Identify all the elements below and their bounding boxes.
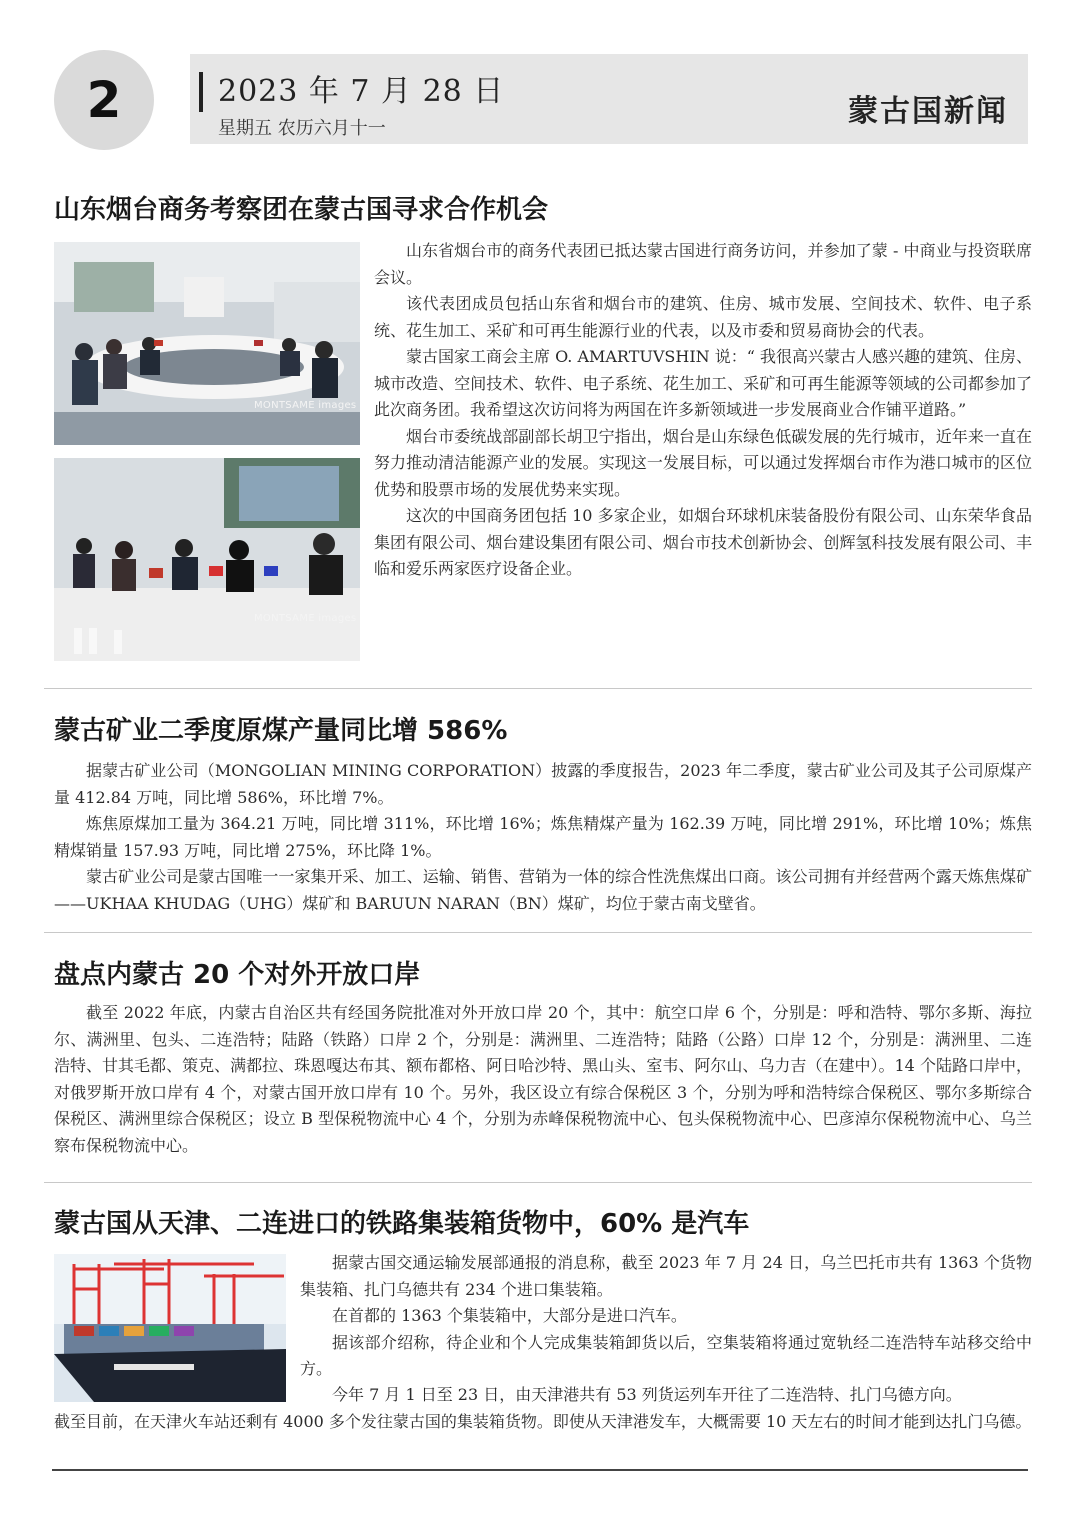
paragraph: 该代表团成员包括山东省和烟台市的建筑、住房、城市发展、空间技术、软件、电子系统、花生加工、采矿和可再生能源行业的代表，以及市委和贸易商协会的代表。 (374, 294, 1032, 340)
paragraph: 今年 7 月 1 日至 23 日，由天津港共有 53 列货运列车开往了二连浩特、扎门乌德方向。 (332, 1385, 962, 1404)
photo-watermark: MONTSAME images (254, 613, 357, 624)
meeting-photo-2 (54, 458, 360, 661)
paragraph: 烟台市委统战部副部长胡卫宁指出，烟台是山东绿色低碳发展的先行城市，近年来一直在努力推动清洁能源产业的发展。实现这一发展目标，可以通过发挥烟台市作为港口城市的区位优势和股票市场的发展优势来实现。 (374, 426, 1032, 499)
port-photo (54, 1254, 286, 1402)
paragraph: 山东省烟台市的商务代表团已抵达蒙古国进行商务访问，并参加了蒙 - 中商业与投资联席会议。 (374, 241, 1032, 287)
paragraph: 据蒙古国交通运输发展部通报的消息称，截至 2023 年 7 月 24 日，乌兰巴托市共有 1363 个货物集装箱、扎门乌德共有 234 个进口集装箱。 (300, 1253, 1032, 1299)
article-4-headline: 蒙古国从天津、二连进口的铁路集装箱货物中，60% 是汽车 (54, 1209, 750, 1239)
article-3-headline: 盘点内蒙古 20 个对外开放口岸 (54, 960, 421, 990)
paragraph: 截至 2022 年底，内蒙古自治区共有经国务院批准对外开放口岸 20 个，其中：航空口岸 6 个，分别是：呼和浩特、鄂尔多斯、海拉尔、满洲里、包头、二连浩特；陆路（铁路）口岸 2 个，分别是：满洲里、二连浩特；陆路（公路）口岸 12 个，分别是：满洲里、二连浩特、甘其毛都、策克、满都拉、珠恩嘎达布其、额布都格、阿日哈沙特、黑山头、室韦、阿尔山、乌力吉（在建中）。14 个陆路口岸中，对俄罗斯开放口岸有 4 个，对蒙古国开放口岸有 10 个。另外，我区设立有综合保税区 3 个，分别为呼和浩特综合保税区、鄂尔多斯综合保税区、满洲里综合保税区；设立 B 型保税物流中心 4 个，分别为赤峰保税物流中心、包头保税物流中心、巴彦淖尔保税物流中心、乌兰察布保税物流中心。 (54, 1003, 1032, 1155)
section-divider (44, 1182, 1032, 1183)
article-2-headline: 蒙古矿业二季度原煤产量同比增 586% (54, 716, 508, 746)
article-2-body (54, 758, 1032, 917)
photo-watermark: MONTSAME images (254, 400, 357, 411)
paragraph: 蒙古矿业公司是蒙古国唯一一家集开采、加工、运输、销售、营销为一体的综合性洗焦煤出口商。该公司拥有并经营两个露天炼焦煤矿——UKHAA KHUDAG（UHG）煤矿和 BARUUN NARAN（BN）煤矿，均位于蒙古南戈壁省。 (54, 867, 1032, 913)
header-divider-bar (199, 72, 203, 112)
article-4-full-body (54, 1382, 1032, 1435)
paragraph: 据蒙古矿业公司（MONGOLIAN MINING CORPORATION）披露的季度报告，2023 年二季度，蒙古矿业公司及其子公司原煤产量 412.84 万吨，同比增 586%，环比增 7%。 (54, 761, 1032, 807)
article-3-body (54, 1000, 1032, 1159)
meeting-photo-1 (54, 242, 360, 445)
paragraph: 炼焦原煤加工量为 364.21 万吨，同比增 311%，环比增 16%；炼焦精煤产量为 162.39 万吨，同比增 291%，环比增 10%；炼焦精煤销量 157.93 万吨，同比增 275%，环比降 1%。 (54, 814, 1032, 860)
paragraph: 这次的中国商务团包括 10 多家企业，如烟台环球机床装备股份有限公司、山东荣华食品集团有限公司、烟台建设集团有限公司、烟台市技术创新协会、创辉氢科技发展有限公司、丰临和爱乐两家医疗设备企业。 (374, 506, 1032, 578)
section-divider (44, 932, 1032, 933)
article-1-headline: 山东烟台商务考察团在蒙古国寻求合作机会 (54, 195, 549, 225)
page-number-badge (54, 50, 154, 150)
section-title: 蒙古国新闻 (848, 94, 1008, 129)
paragraph: 截至目前，在天津火车站还剩有 4000 多个发往蒙古国的集装箱货物。即使从天津港发车，大概需要 10 天左右的时间才能到达扎门乌德。 (54, 1411, 1032, 1431)
paragraph: 蒙古国家工商会主席 O. AMARTUVSHIN 说：“ 我很高兴蒙古人感兴趣的建筑、住房、城市改造、空间技术、软件、电子系统、花生加工、采矿和可再生能源等领域的公司都参加了此次商务团。我希望这次访问将为两国在许多新领域进一步发展商业合作铺平道路。” (374, 347, 1032, 419)
lunar-date: 星期五 农历六月十一 (218, 118, 386, 139)
footer-rule (52, 1469, 1028, 1471)
section-divider (44, 688, 1032, 689)
paragraph: 据该部介绍称，待企业和个人完成集装箱卸货以后，空集装箱将通过宽轨经二连浩特车站移交给中方。 (300, 1332, 1032, 1378)
issue-date: 2023 年 7 月 28 日 (218, 74, 505, 109)
paragraph: 在首都的 1363 个集装箱中，大部分是进口汽车。 (332, 1306, 687, 1325)
article-1-body (374, 238, 1032, 583)
article-4-side-body (300, 1250, 1032, 1383)
page-number: 2 (86, 71, 122, 129)
